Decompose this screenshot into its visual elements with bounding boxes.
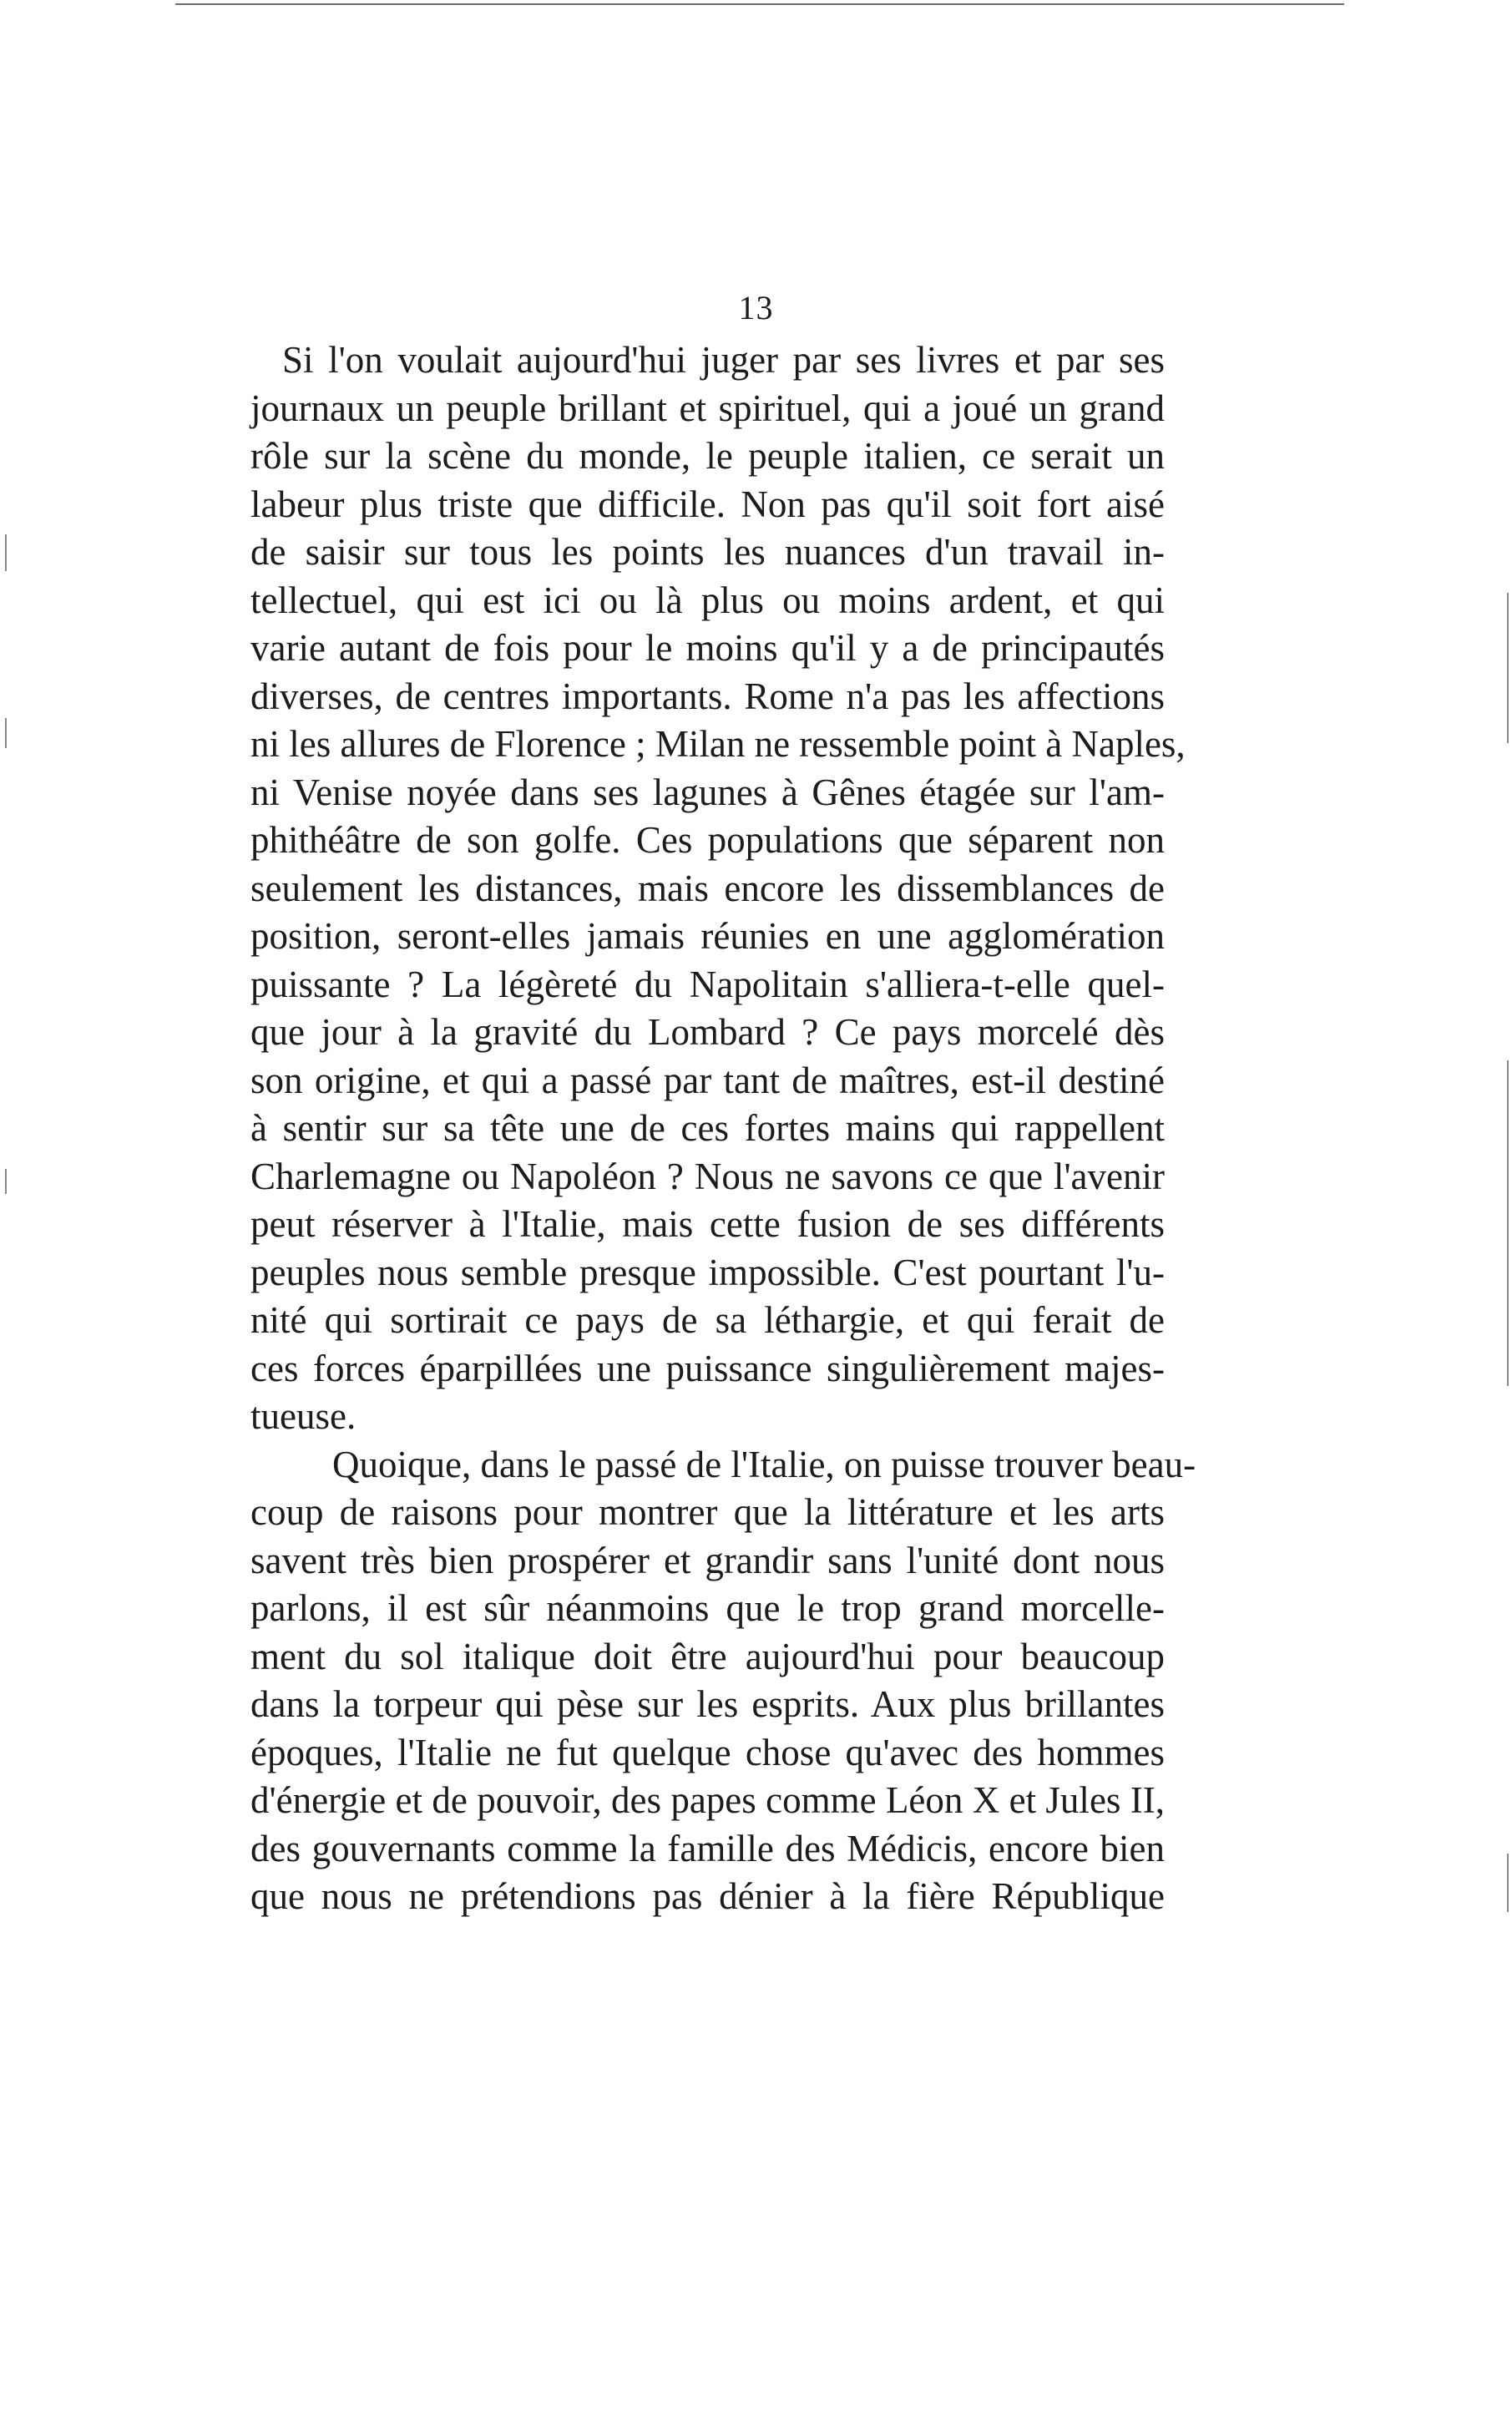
text-line: de saisir sur tous les points les nuances d'un travail in- <box>250 531 1165 573</box>
text-line: à sentir sur sa tête une de ces fortes mains qui rappellent <box>250 1107 1165 1149</box>
text-line: position, seront-elles jamais réunies en une agglomération <box>250 915 1165 957</box>
left-margin-mark <box>5 1169 7 1194</box>
text-line: nité qui sortirait ce pays de sa léthargie, et qui ferait de <box>250 1299 1165 1341</box>
text-line: labeur plus triste que difficile. Non pas qu'il soit fort aisé <box>250 483 1165 525</box>
right-margin-mark <box>1507 593 1509 743</box>
page-number: 13 <box>738 289 774 326</box>
text-line: journaux un peuple brillant et spirituel, qui a joué un grand <box>250 387 1165 429</box>
left-margin-mark <box>5 718 7 748</box>
text-line: ni les allures de Florence ; Milan ne ressemble point à Naples, <box>250 723 1186 765</box>
left-margin-mark <box>5 534 7 571</box>
text-line: tueuse. <box>250 1395 357 1437</box>
text-line: coup de raisons pour montrer que la littérature et les arts <box>250 1491 1165 1533</box>
text-column <box>250 336 1196 1921</box>
right-margin-mark <box>1507 1060 1509 1386</box>
text-line: que nous ne prétendions pas dénier à la fière République <box>250 1875 1165 1917</box>
text-line: parlons, il est sûr néanmoins que le trop grand morcelle- <box>250 1587 1165 1629</box>
text-line: seulement les distances, mais encore les dissemblances de <box>250 867 1165 909</box>
text-line: dans la torpeur qui pèse sur les esprits. Aux plus brillantes <box>250 1683 1165 1725</box>
text-line: que jour à la gravité du Lombard ? Ce pays morcelé dès <box>250 1011 1165 1053</box>
text-line: ni Venise noyée dans ses lagunes à Gênes étagée sur l'am- <box>250 771 1165 813</box>
text-line: ment du sol italique doit être aujourd'hui pour beaucoup <box>250 1635 1165 1677</box>
text-line: peut réserver à l'Italie, mais cette fusion de ses différents <box>250 1203 1165 1245</box>
text-line: des gouvernants comme la famille des Médicis, encore bien <box>250 1827 1165 1869</box>
paragraph <box>250 336 1186 1441</box>
text-line: puissante ? La légèreté du Napolitain s'alliera-t-elle quel- <box>250 963 1165 1005</box>
right-margin-mark <box>1507 1854 1509 1912</box>
text-line: ces forces éparpillées une puissance singulièrement majes- <box>250 1347 1165 1389</box>
text-line: diverses, de centres importants. Rome n'a pas les affections <box>250 675 1165 717</box>
text-line: Charlemagne ou Napoléon ? Nous ne savons ce que l'avenir <box>250 1155 1165 1197</box>
text-line: tellectuel, qui est ici ou là plus ou moins ardent, et qui <box>250 579 1165 621</box>
text-line: Si l'on voulait aujourd'hui juger par ses livres et par ses <box>282 339 1165 381</box>
text-line: époques, l'Italie ne fut quelque chose qu'avec des hommes <box>250 1731 1165 1773</box>
text-line: peuples nous semble presque impossible. C'est pourtant l'u- <box>250 1251 1165 1293</box>
text-line: d'énergie et de pouvoir, des papes comme Léon X et Jules II, <box>250 1779 1165 1821</box>
text-line: Quoique, dans le passé de l'Italie, on puisse trouver beau- <box>332 1443 1196 1485</box>
top-rule <box>175 3 1344 5</box>
text-line: phithéâtre de son golfe. Ces populations que séparent non <box>250 819 1165 861</box>
paragraph <box>250 1441 1196 1921</box>
text-line: varie autant de fois pour le moins qu'il y a de principautés <box>250 627 1165 669</box>
text-line: savent très bien prospérer et grandir sans l'unité dont nous <box>250 1539 1165 1581</box>
text-line: rôle sur la scène du monde, le peuple italien, ce serait un <box>250 435 1165 477</box>
text-line: son origine, et qui a passé par tant de maîtres, est-il destiné <box>250 1059 1165 1101</box>
